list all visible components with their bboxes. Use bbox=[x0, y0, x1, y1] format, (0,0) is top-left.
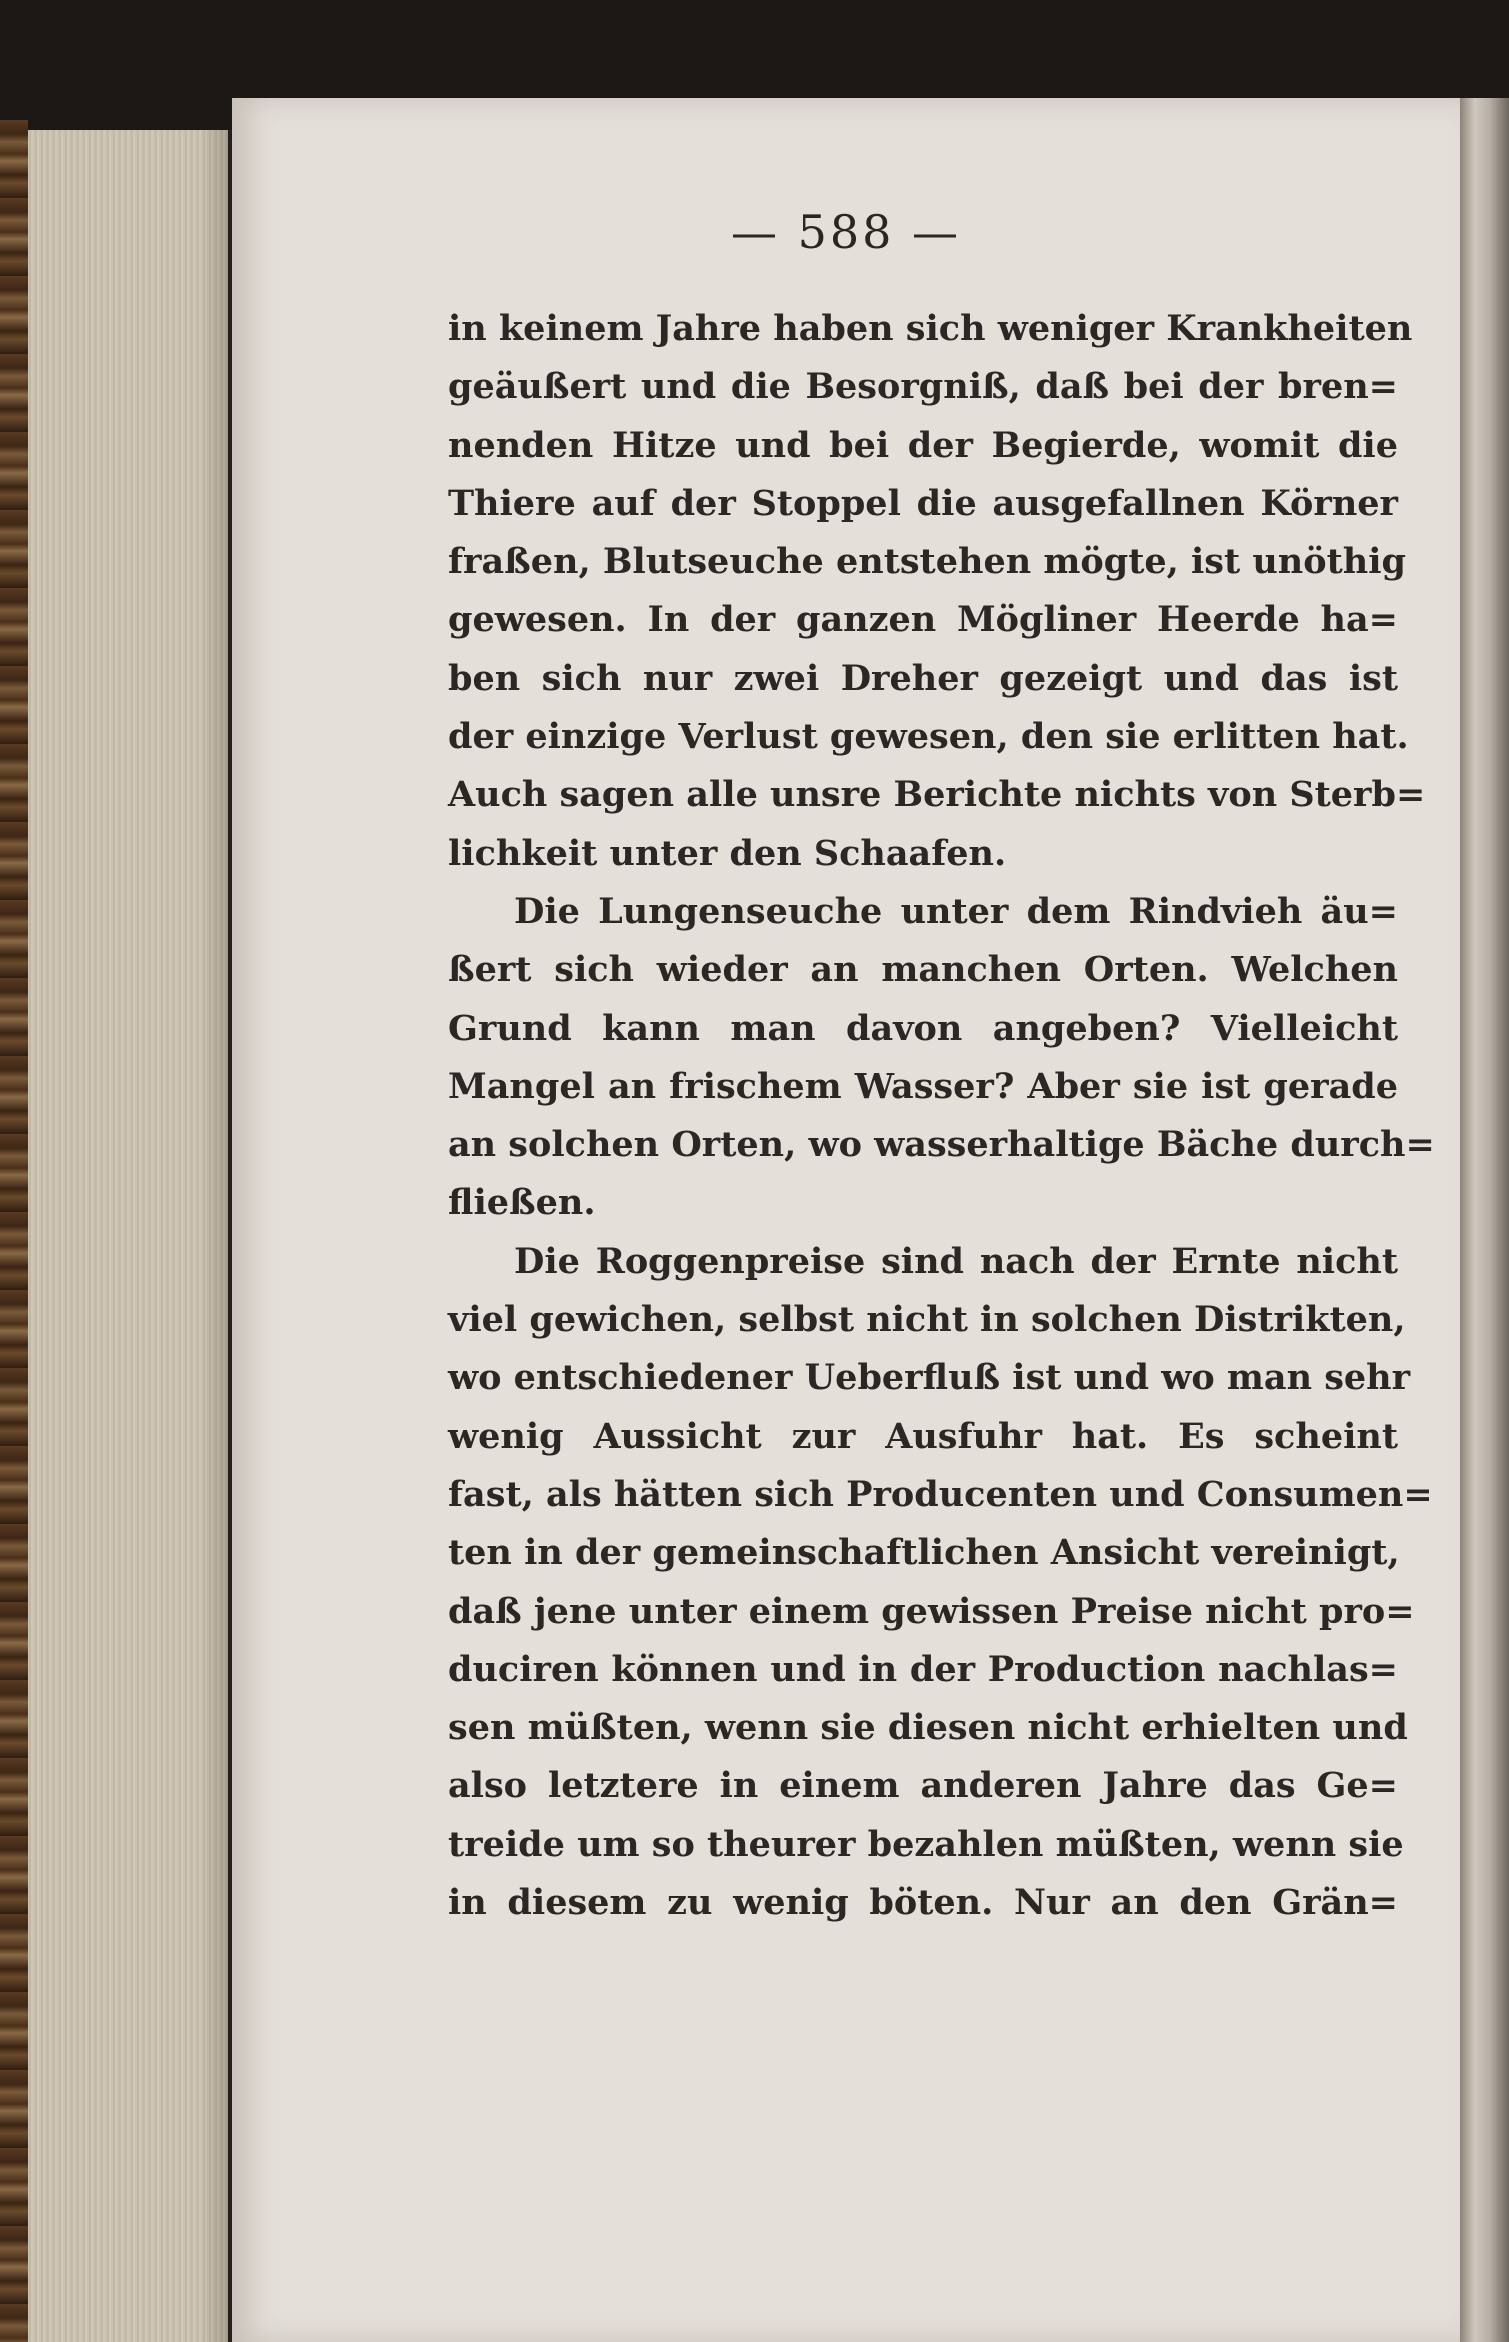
text-line: ßert sich wieder an manchen Orten. Welchen bbox=[448, 949, 1398, 991]
text-line: Auch sagen alle unsre Berichte nichts von Sterb= bbox=[448, 774, 1426, 816]
book-cover-edge bbox=[0, 120, 28, 2342]
text-line: ten in der gemeinschaftlichen Ansicht vereinigt, bbox=[448, 1532, 1400, 1574]
text-line: ben sich nur zwei Dreher gezeigt und das ist bbox=[448, 657, 1398, 699]
text-line: fließen. bbox=[448, 1182, 596, 1224]
text-line: der einzige Verlust gewesen, den sie erlitten hat. bbox=[448, 716, 1409, 758]
text-line: wenig Aussicht zur Ausfuhr hat. Es scheint bbox=[448, 1415, 1398, 1457]
text-line: geäußert und die Besorgniß, daß bei der bren= bbox=[448, 366, 1398, 408]
page-number-header: — 588 — bbox=[730, 205, 962, 259]
text-line: wo entschiedener Ueberfluß ist und wo man sehr bbox=[448, 1357, 1411, 1399]
text-line: Mangel an frischem Wasser? Aber sie ist gerade bbox=[448, 1065, 1398, 1107]
text-line: also letztere in einem anderen Jahre das Ge= bbox=[448, 1765, 1398, 1807]
text-line: an solchen Orten, wo wasserhaltige Bäche durch= bbox=[448, 1124, 1435, 1166]
text-line: sen müßten, wenn sie diesen nicht erhielten und bbox=[448, 1707, 1408, 1749]
page-block-edge bbox=[28, 130, 228, 2342]
text-line: in diesem zu wenig böten. Nur an den Grän= bbox=[448, 1882, 1398, 1924]
text-line: in keinem Jahre haben sich weniger Krankheiten bbox=[448, 308, 1413, 349]
text-line: Thiere auf der Stoppel die ausgefallnen Körner bbox=[448, 482, 1398, 524]
text-line: fraßen, Blutseuche entstehen mögte, ist unöthig bbox=[448, 541, 1406, 583]
text-line: Grund kann man davon angeben? Vielleicht bbox=[448, 1007, 1398, 1049]
page-text bbox=[448, 300, 1435, 1932]
text-line: Die Roggenpreise sind nach der Ernte nicht bbox=[514, 1240, 1398, 1282]
text-line: nenden Hitze und bei der Begierde, womit die bbox=[448, 424, 1398, 466]
text-line: fast, als hätten sich Producenten und Consumen= bbox=[448, 1473, 1433, 1515]
text-line: gewesen. In der ganzen Mögliner Heerde ha= bbox=[448, 599, 1398, 641]
text-line: viel gewichen, selbst nicht in solchen Distrikten, bbox=[448, 1299, 1406, 1341]
text-line: treide um so theurer bezahlen müßten, wenn sie bbox=[448, 1823, 1404, 1865]
text-line: lichkeit unter den Schaafen. bbox=[448, 832, 1007, 874]
text-line: duciren können und in der Production nachlas= bbox=[448, 1648, 1398, 1690]
text-line: daß jene unter einem gewissen Preise nicht pro= bbox=[448, 1590, 1415, 1632]
text-line: Die Lungenseuche unter dem Rindvieh äu= bbox=[514, 890, 1398, 932]
book-gutter bbox=[1460, 98, 1509, 2342]
